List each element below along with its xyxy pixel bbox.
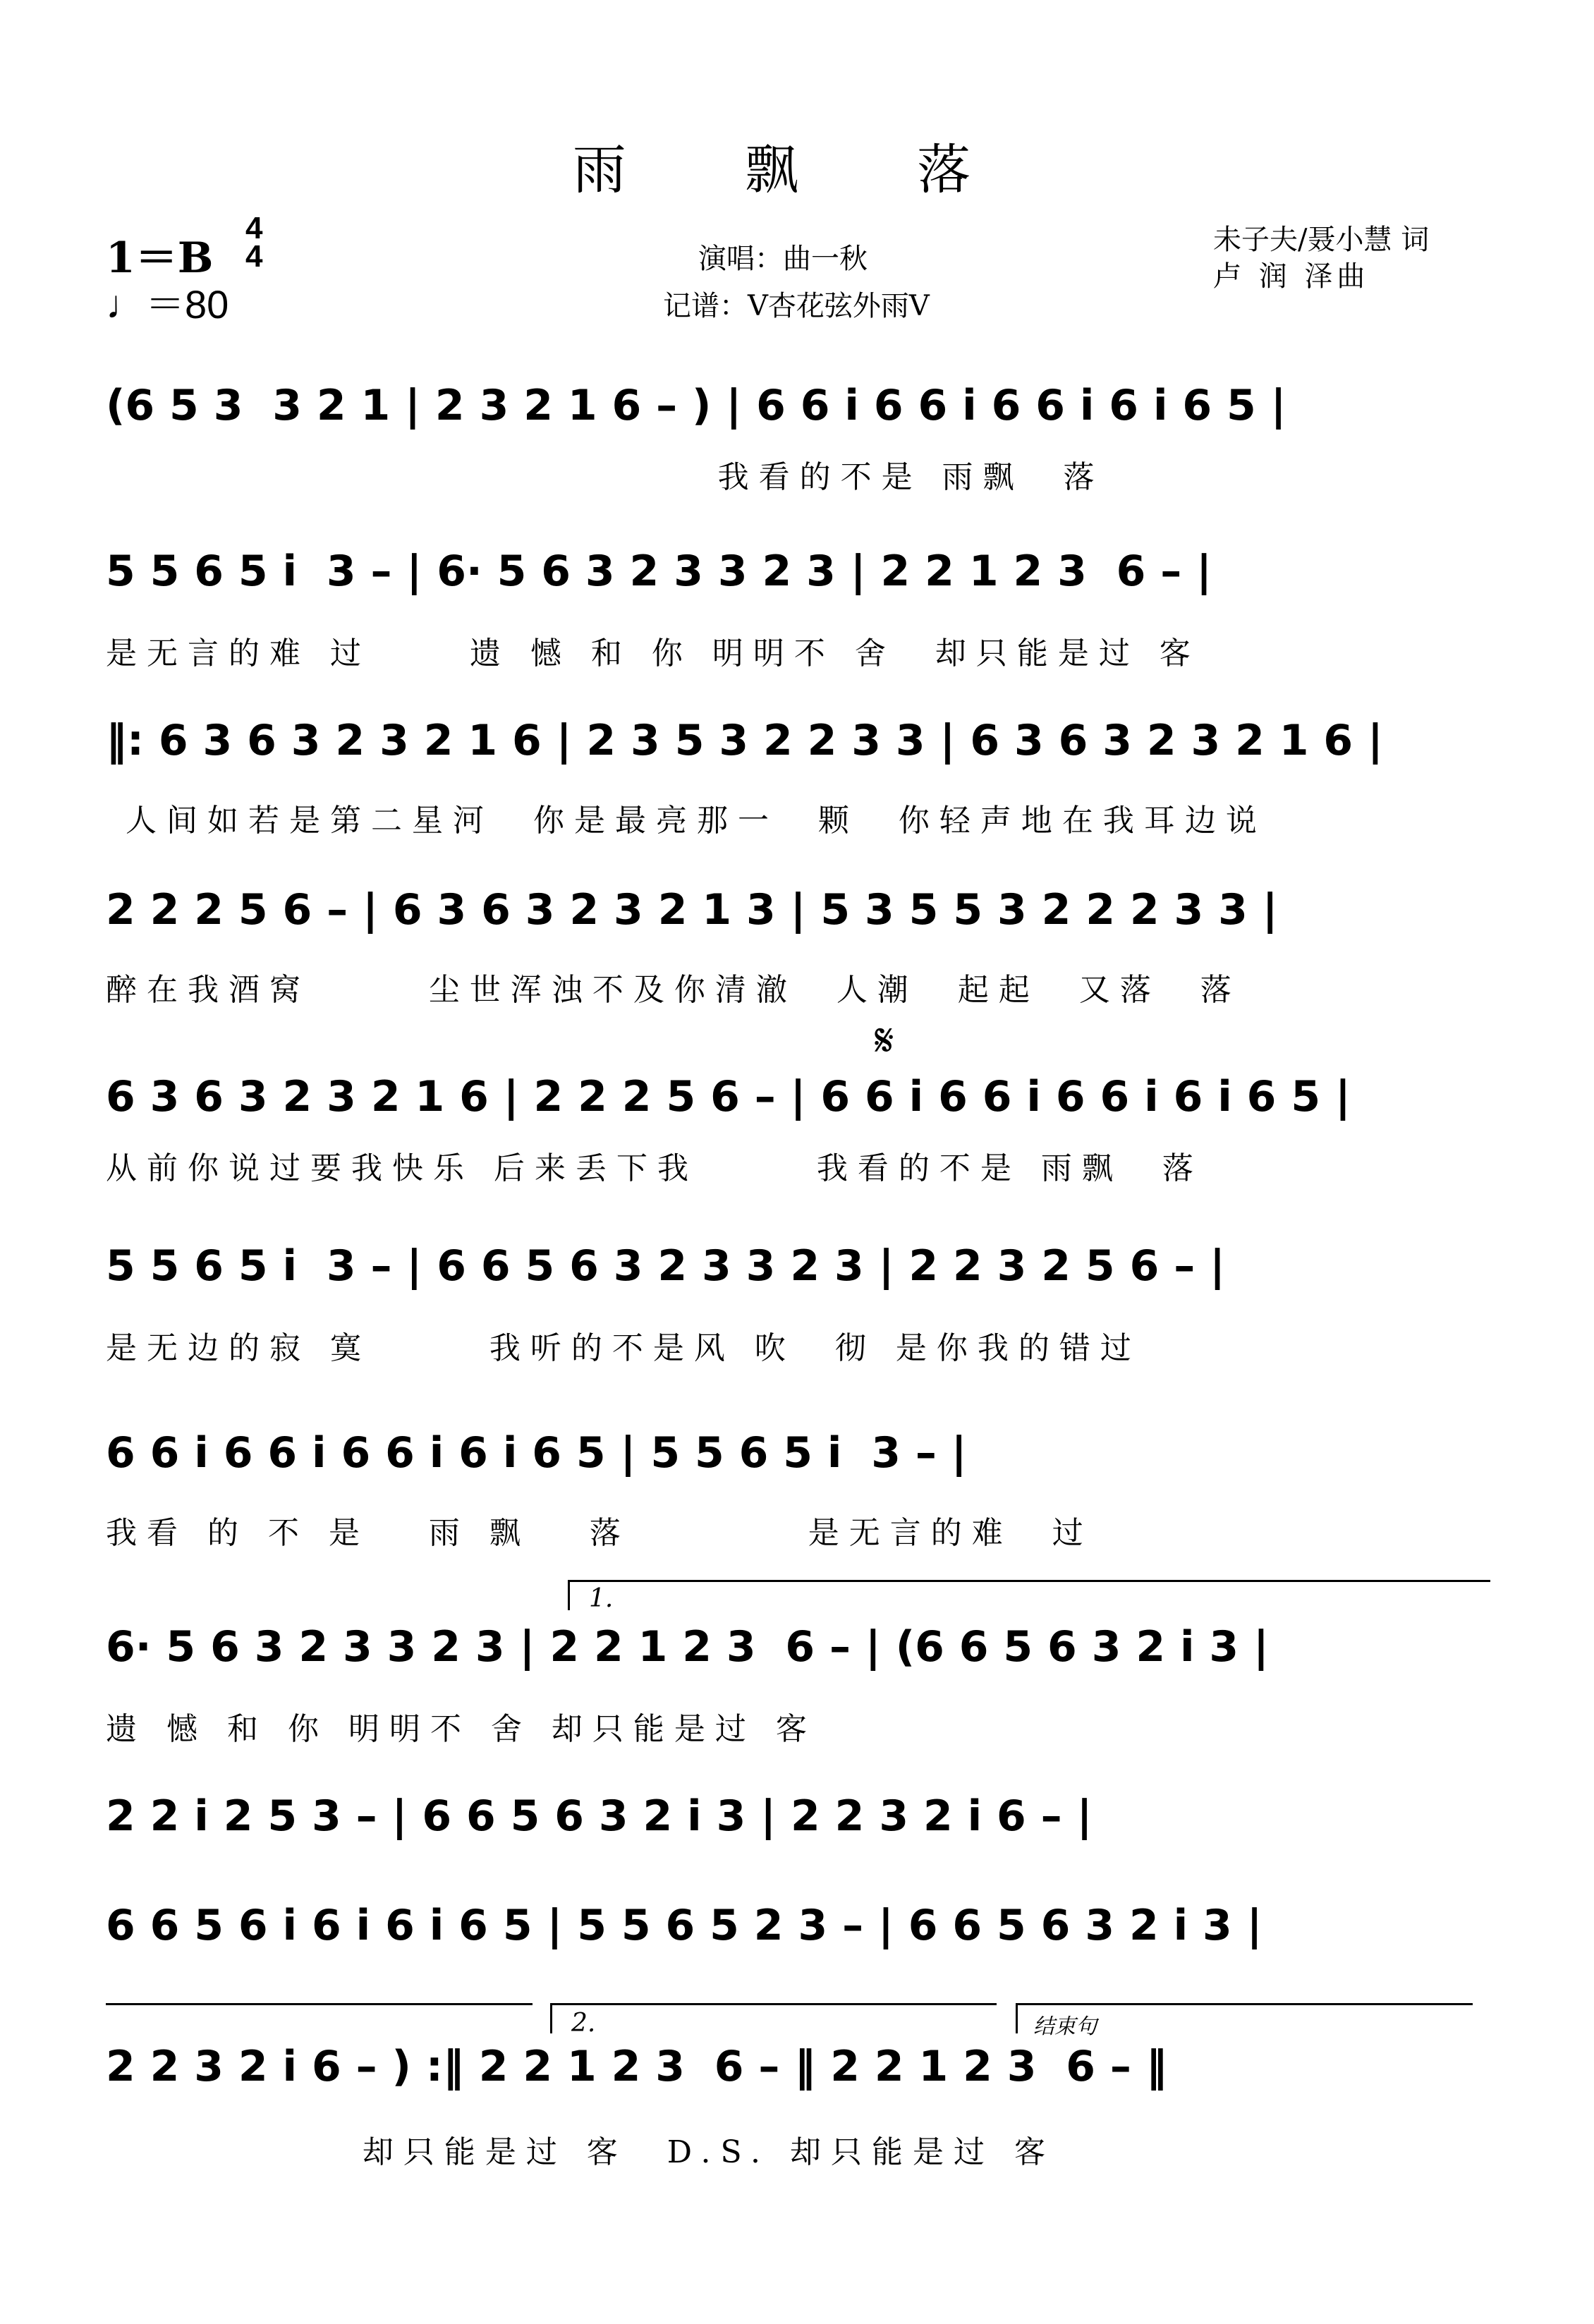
notes: 6 6 5 6 i 6 i 6 i 6 5 | 5 5 6 5 2 3 – | 6 6 5 6 3 2 i 3 |	[106, 1901, 1263, 1950]
composer-credit: 卢 润 泽曲	[1213, 260, 1370, 293]
segno-sign: 𝄋	[875, 1015, 894, 1066]
notes: ‖: 6 3 6 3 2 3 2 1 6 | 2 3 5 3 2 2 3 3 | 6 3 6 3 2 3 2 1 6 |	[106, 716, 1383, 765]
lyrics: 从前你说过要我快乐 后来丢下我 我看的不是 雨飘 落	[106, 1150, 1203, 1186]
music-line-5	[106, 1072, 1488, 1213]
music-line-4	[106, 885, 1488, 1026]
music-line-3	[106, 716, 1488, 857]
music-line-2	[106, 547, 1488, 688]
lyrics: 醉在我酒窝 尘世浑浊不及你清澈 人潮 起起 又落 落	[106, 972, 1241, 1008]
singer-credit: 演唱：曲一秋	[698, 243, 868, 275]
notes: 2 2 3 2 i 6 – ) :‖ 2 2 1 2 3 6 – ‖ 2 2 1 2 3 6 – ‖	[106, 2042, 1167, 2091]
lyricist-credit: 未子夫/聂小慧 词	[1213, 224, 1430, 256]
notes: 5 5 6 5 i 3 – | 6 6 5 6 3 2 3 3 2 3 | 2 2 3 2 5 6 – |	[106, 1241, 1226, 1291]
notes: (6 5 3 3 2 1 | 2 3 2 1 6 – ) | 6 6 i 6 6 i 6 6 i 6 i 6 5 |	[106, 381, 1286, 430]
volta-1-label: 1.	[589, 1584, 614, 1613]
tempo-marking: ♩＝80	[106, 282, 229, 327]
music-line-11	[106, 2042, 1488, 2183]
notes: 6 6 i 6 6 i 6 6 i 6 i 6 5 | 5 5 6 5 i 3 – |	[106, 1428, 967, 1478]
lyrics: 我看的不是 雨飘 落	[106, 459, 1105, 495]
time-signature-top: 4	[245, 211, 263, 245]
notes: 5 5 6 5 i 3 – | 6· 5 6 3 2 3 3 2 3 | 2 2 1 2 3 6 – |	[106, 547, 1212, 596]
volta-2-bracket	[550, 2003, 997, 2033]
volta-1-bracket	[568, 1580, 1490, 1610]
music-line-8	[106, 1622, 1488, 1763]
lyrics: 却只能是过 客 D.S. 却只能是过 客	[106, 2134, 1056, 2170]
lyrics: 人间如若是第二星河 你是最亮那一 颗 你轻声地在我耳边说	[106, 803, 1267, 839]
music-line-6	[106, 1241, 1488, 1382]
lyrics: 是无言的难 过 遗 憾 和 你 明明不 舍 却只能是过 客	[106, 635, 1200, 671]
lyrics: 是无边的寂 寞 我听的不是风 吹 彻 是你我的错过	[106, 1330, 1141, 1366]
score-title: 雨 飘 落	[572, 138, 1022, 201]
notes: 2 2 2 5 6 – | 6 3 6 3 2 3 2 1 3 | 5 3 5 5 3 2 2 2 3 3 |	[106, 885, 1278, 935]
lyrics: 遗 憾 和 你 明明不 舍 却只能是过 客	[106, 1711, 817, 1747]
volta-repeat-bracket	[106, 2003, 533, 2033]
music-line-1	[106, 381, 1488, 522]
ending-label: 结束句	[1033, 2014, 1097, 2039]
volta-2-label: 2.	[571, 2009, 596, 2038]
notes: 6· 5 6 3 2 3 3 2 3 | 2 2 1 2 3 6 – | (6 6 5 6 3 2 i 3 |	[106, 1622, 1269, 1672]
lyrics: 我看 的 不 是 雨 飘 落 是无言的难 过	[106, 1515, 1093, 1551]
key-signature: 1＝B	[106, 233, 214, 283]
music-line-7	[106, 1428, 1488, 1569]
time-signature	[245, 211, 263, 274]
notes: 6 3 6 3 2 3 2 1 6 | 2 2 2 5 6 – | 6 6 i 6 6 i 6 6 i 6 i 6 5 |	[106, 1072, 1351, 1121]
time-signature-bottom: 4	[245, 239, 263, 274]
transcriber-credit: 记谱：V杏花弦外雨V	[663, 290, 930, 322]
notes: 2 2 i 2 5 3 – | 6 6 5 6 3 2 i 3 | 2 2 3 2 i 6 – |	[106, 1791, 1093, 1841]
